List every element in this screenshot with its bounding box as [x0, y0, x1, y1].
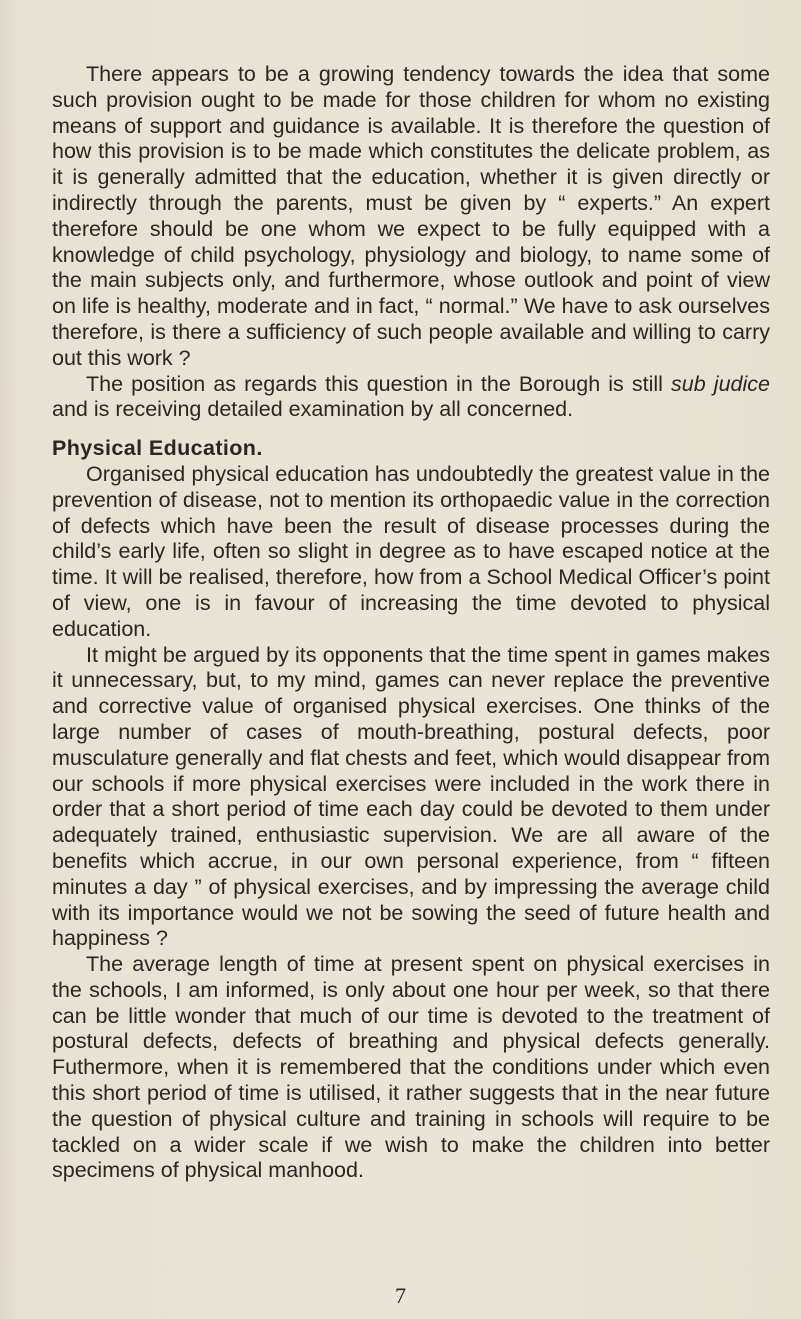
- paragraph-average-length: The average length of time at present spent on physical exercises in the schools, I am informed, is only about one hour per week, so that there can be little wonder that much of our time is devoted to the treatment of postural defects, defects of breathing and physical defects generally. Futhermore, when it is remembered that the conditions under which even this short period of time is utilised, it rather suggests that in the near future the question of physical culture and training in schools will require to be tackled on a wider scale if we wish to make the children into better specimens of physical manhood.: [52, 952, 770, 1183]
- paragraph-borough-text-1: The position as regards this question in the Borough is still: [86, 371, 672, 396]
- sub-judice-italic: sub judice: [671, 371, 770, 396]
- paragraph-provision: There appears to be a growing tendency towards the idea that some such provision ought to be made for those children for whom no existing means of support and guidance is available. It is therefore the question of how this provision is to be made which constitutes the delicate problem, as it is generally admitted that the education, whether it is given directly or indirectly through the parents, must be given by “ experts.” An expert therefore should be one whom we expect to be fully equipped with a knowledge of child psychology, physiology and biology, to name some of the main subjects only, and furthermore, whose outlook and point of view on life is healthy, moderate and in fact, “ normal.” We have to ask ourselves therefore, is there a sufficiency of such people available and willing to carry out this work ?: [52, 62, 770, 370]
- paragraph-games-argument: It might be argued by its opponents that the time spent in games makes it unnecessary, but, to my mind, games can never replace the preventive and corrective value of organised physical exercises. One thinks of the large number of cases of mouth-breathing, postural defects, poor musculature generally and flat chests and feet, which would disappear from our schools if more physical exercises were included in the work there in order that a short period of time each day could be devoted to them under adequately trained, enthusiastic supervision. We are all aware of the benefits which accrue, in our own personal experience, from “ fifteen minutes a day ” of physical exercises, and by impressing the average child with its importance would we not be sowing the seed of future health and happiness ?: [52, 642, 770, 951]
- section-heading-physical-education: Physical Education.: [52, 436, 263, 461]
- page-number: 7: [395, 1283, 406, 1308]
- paragraph-borough-position: [52, 372, 770, 424]
- paragraph-organised-physical-education: Organised physical education has undoubtedly the greatest value in the prevention of disease, not to mention its orthopaedic value in the correction of defects which have been the result of disease processes during the child’s early life, often so slight in degree as to have escaped notice at the time. It will be realised, therefore, how from a School Medical Officer’s point of view, one is in favour of increasing the time devoted to physical education.: [52, 461, 770, 641]
- paragraph-borough-text-2: and is receiving detailed examination by all concerned.: [52, 397, 574, 422]
- body-text: [52, 62, 770, 1184]
